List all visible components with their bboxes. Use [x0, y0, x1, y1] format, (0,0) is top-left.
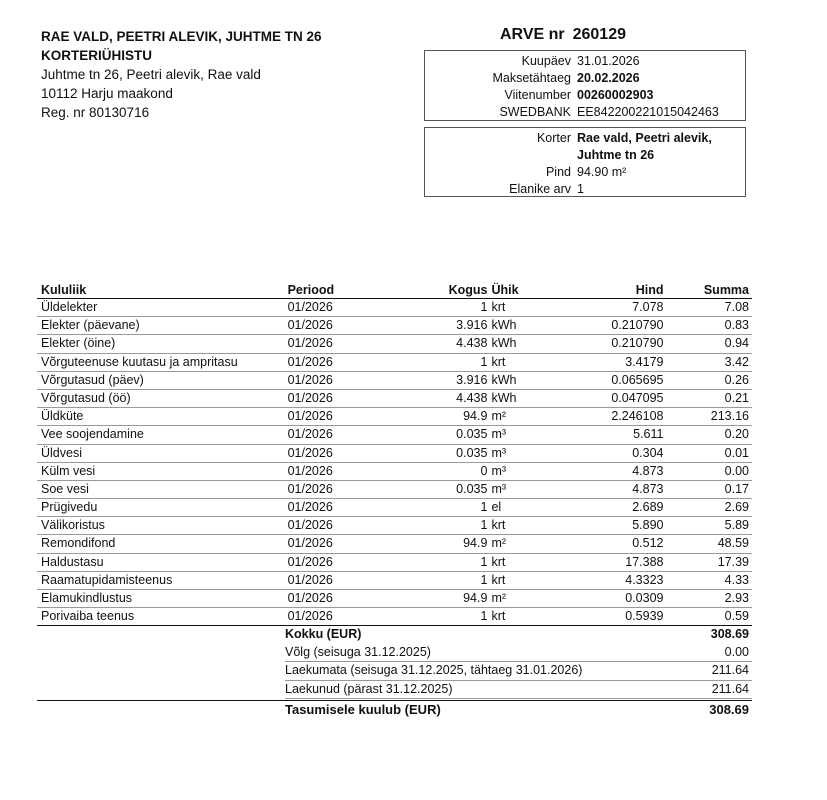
price-cell: 0.210790: [611, 336, 664, 351]
amount-cell: 2.69: [724, 500, 749, 515]
invoice-detail-row: [425, 53, 745, 70]
unit-cell: m²: [491, 591, 507, 605]
invoice-detail-row: [425, 70, 745, 87]
table-row: [37, 335, 752, 353]
table-row: [37, 299, 752, 317]
amount-cell: 0.00: [724, 463, 749, 478]
unit-cell: krt: [491, 354, 506, 369]
summary-line-value: 211.64: [711, 681, 749, 696]
table-row: [37, 317, 752, 335]
item-name-cell: Üldelekter: [41, 300, 98, 314]
amount-cell: 3.42: [724, 354, 749, 369]
amount-cell: 0.59: [724, 609, 749, 624]
amount-cell: 0.83: [724, 318, 749, 333]
table-row: [37, 572, 752, 590]
item-name-cell: Üldvesi: [41, 445, 82, 460]
summary-line: [285, 681, 752, 699]
item-name-cell: Elamukindlustus: [41, 591, 133, 605]
quantity-cell: 0.035: [456, 445, 488, 460]
amount-cell: 7.08: [724, 300, 749, 314]
unit-cell: m²: [491, 536, 507, 551]
invoice-detail-value: 31.01.2026: [577, 54, 640, 68]
item-name-cell: Remondifond: [41, 536, 116, 551]
period-cell: 01/2026: [287, 518, 333, 533]
header-kogus: Kogus: [448, 283, 488, 297]
table-header-row: [37, 282, 752, 299]
price-cell: 0.047095: [611, 390, 664, 405]
unit-cell: krt: [491, 518, 506, 533]
period-cell: 01/2026: [287, 591, 333, 605]
payable-value: 308.69: [709, 701, 749, 717]
org-address-line1: Juhtme tn 26, Peetri alevik, Rae vald: [41, 67, 261, 82]
table-row: [37, 608, 752, 625]
unit-cell: kWh: [491, 318, 517, 333]
quantity-cell: 94.9: [463, 536, 488, 551]
summary-lines: [37, 644, 752, 699]
quantity-cell: 1: [480, 518, 488, 533]
table-row: [37, 354, 752, 372]
table-row: [37, 554, 752, 572]
invoice-details-box: [424, 50, 746, 121]
price-cell: 0.065695: [611, 372, 664, 387]
quantity-cell: 1: [480, 609, 488, 624]
apartment-details-box: [424, 127, 746, 197]
invoice-detail-row: [425, 104, 745, 121]
quantity-cell: 4.438: [456, 336, 488, 351]
apartment-detail-value: 94.90 m²: [577, 165, 627, 179]
quantity-cell: 94.9: [463, 591, 488, 605]
org-name-line2: KORTERIÜHISTU: [41, 48, 152, 63]
quantity-cell: 0.035: [456, 427, 488, 442]
unit-cell: m³: [491, 481, 507, 496]
item-name-cell: Porivaiba teenus: [41, 609, 135, 624]
period-cell: 01/2026: [287, 409, 333, 424]
price-cell: 17.388: [625, 554, 664, 569]
item-name-cell: Elekter (päevane): [41, 318, 140, 333]
invoice-detail-label: SWEDBANK: [499, 105, 571, 119]
period-cell: 01/2026: [287, 336, 333, 351]
period-cell: 01/2026: [287, 427, 333, 442]
summary-line-value: 0.00: [724, 644, 749, 659]
price-cell: 5.611: [633, 427, 664, 442]
amount-cell: 213.16: [710, 409, 749, 424]
quantity-cell: 1: [480, 300, 488, 314]
price-cell: 0.512: [632, 536, 664, 551]
amount-cell: 0.21: [724, 390, 749, 405]
price-cell: 2.689: [632, 500, 664, 515]
header-uhik: Ühik: [491, 283, 519, 297]
apartment-detail-label: Elanike arv: [509, 182, 571, 196]
quantity-cell: 4.438: [456, 390, 488, 405]
item-name-cell: Soe vesi: [41, 481, 89, 496]
apartment-detail-label: [425, 147, 577, 164]
price-cell: 3.4179: [625, 354, 664, 369]
apartment-detail-row: [425, 164, 745, 181]
table-row: [37, 517, 752, 535]
period-cell: 01/2026: [287, 536, 333, 551]
unit-cell: m³: [491, 445, 507, 460]
table-row: [37, 590, 752, 608]
org-address-line2: 10112 Harju maakond: [41, 86, 173, 101]
price-cell: 5.890: [632, 518, 664, 533]
item-name-cell: Elekter (öine): [41, 336, 116, 351]
header-periood: Periood: [287, 283, 335, 297]
item-name-cell: Prügivedu: [41, 500, 98, 515]
charges-table: [37, 282, 752, 719]
amount-cell: 48.59: [717, 536, 749, 551]
unit-cell: krt: [491, 572, 506, 587]
unit-cell: kWh: [491, 336, 517, 351]
summary-line: [285, 662, 752, 680]
price-cell: 7.078: [632, 300, 664, 314]
apartment-detail-label: Korter: [536, 131, 571, 145]
item-name-cell: Võrgutasud (päev): [41, 372, 144, 387]
invoice-detail-value: EE842200221015042463: [577, 105, 719, 119]
unit-cell: kWh: [491, 372, 517, 387]
amount-cell: 0.01: [724, 445, 749, 460]
total-value: 308.69: [710, 627, 749, 642]
price-cell: 2.246108: [611, 409, 664, 424]
apartment-detail-row: [425, 130, 745, 147]
quantity-cell: 1: [480, 554, 488, 569]
period-cell: 01/2026: [287, 609, 333, 624]
table-row: [37, 481, 752, 499]
item-name-cell: Haldustasu: [41, 554, 104, 569]
amount-cell: 4.33: [724, 572, 749, 587]
apartment-detail-label: Pind: [545, 165, 571, 179]
quantity-cell: 0.035: [456, 481, 488, 496]
invoice-detail-label: Maksetähtaeg: [492, 71, 571, 85]
price-cell: 0.0309: [625, 591, 664, 605]
unit-cell: m²: [491, 409, 507, 424]
quantity-cell: 1: [480, 354, 488, 369]
total-label: Kokku (EUR): [285, 627, 362, 642]
price-cell: 4.873: [632, 481, 664, 496]
item-name-cell: Võrgutasud (öö): [41, 390, 131, 405]
price-cell: 0.5939: [625, 609, 664, 624]
table-row: [37, 463, 752, 481]
table-row: [37, 426, 752, 444]
item-name-cell: Vee soojendamine: [41, 427, 144, 442]
period-cell: 01/2026: [287, 300, 333, 314]
total-row: [37, 625, 752, 643]
table-row: [37, 535, 752, 553]
amount-cell: 0.20: [724, 427, 749, 442]
price-cell: 4.3323: [625, 572, 664, 587]
unit-cell: m³: [491, 463, 507, 478]
invoice-title-label: ARVE nr: [500, 26, 565, 43]
summary-line-label: Võlg (seisuga 31.12.2025): [285, 644, 431, 659]
item-name-cell: Üldküte: [41, 409, 84, 424]
invoice-detail-value: 00260002903: [577, 88, 654, 102]
invoice-detail-label: Viitenumber: [504, 88, 571, 102]
summary-line-value: 211.64: [711, 663, 749, 678]
quantity-cell: 3.916: [456, 372, 488, 387]
summary-line-label: Laekumata (seisuga 31.12.2025, tähtaeg 31.01.2026): [285, 663, 583, 678]
price-cell: 0.304: [632, 445, 664, 460]
header-summa: Summa: [703, 283, 749, 297]
period-cell: 01/2026: [287, 463, 333, 478]
period-cell: 01/2026: [287, 390, 333, 405]
quantity-cell: 0: [480, 463, 488, 478]
period-cell: 01/2026: [287, 318, 333, 333]
item-name-cell: Külm vesi: [41, 463, 96, 478]
org-name-line1: RAE VALD, PEETRI ALEVIK, JUHTME TN 26: [41, 29, 322, 44]
price-cell: 4.873: [632, 463, 664, 478]
apartment-detail-row: [425, 147, 745, 164]
amount-cell: 17.39: [717, 554, 749, 569]
item-name-cell: Võrguteenuse kuutasu ja ampritasu: [41, 354, 238, 369]
payable-row: [37, 700, 752, 719]
summary-block: [37, 625, 752, 719]
quantity-cell: 1: [480, 500, 488, 515]
org-regnr: Reg. nr 80130716: [41, 105, 150, 120]
summary-line: [285, 644, 752, 662]
table-row: [37, 499, 752, 517]
amount-cell: 0.26: [724, 372, 749, 387]
period-cell: 01/2026: [287, 481, 333, 496]
summary-line-label: Laekunud (pärast 31.12.2025): [285, 681, 453, 696]
item-name-cell: Välikoristus: [41, 518, 105, 533]
unit-cell: krt: [491, 300, 506, 314]
table-row: [37, 445, 752, 463]
amount-cell: 0.94: [724, 336, 749, 351]
payable-label: Tasumisele kuulub (EUR): [285, 701, 441, 717]
table-row: [37, 408, 752, 426]
period-cell: 01/2026: [287, 500, 333, 515]
price-cell: 0.210790: [611, 318, 664, 333]
amount-cell: 2.93: [724, 591, 749, 605]
invoice-detail-row: [425, 87, 745, 104]
header-kululiik: Kululiik: [41, 283, 87, 297]
apartment-detail-value: Juhtme tn 26: [577, 148, 655, 162]
invoice-detail-value: 20.02.2026: [577, 71, 640, 85]
unit-cell: m³: [491, 427, 507, 442]
period-cell: 01/2026: [287, 554, 333, 569]
quantity-cell: 94.9: [463, 409, 488, 424]
unit-cell: krt: [491, 554, 506, 569]
amount-cell: 0.17: [724, 481, 749, 496]
table-row: [37, 390, 752, 408]
period-cell: 01/2026: [287, 354, 333, 369]
apartment-detail-value: 1: [577, 182, 584, 196]
quantity-cell: 3.916: [456, 318, 488, 333]
apartment-detail-row: [425, 181, 745, 198]
item-name-cell: Raamatupidamisteenus: [41, 572, 173, 587]
period-cell: 01/2026: [287, 372, 333, 387]
organization-block: [41, 27, 322, 122]
invoice-title: [500, 26, 626, 44]
period-cell: 01/2026: [287, 445, 333, 460]
amount-cell: 5.89: [724, 518, 749, 533]
unit-cell: kWh: [491, 390, 517, 405]
invoice-number: 260129: [572, 26, 626, 43]
invoice-detail-label: Kuupäev: [521, 54, 571, 68]
unit-cell: krt: [491, 609, 506, 624]
unit-cell: el: [491, 500, 502, 515]
table-row: [37, 372, 752, 390]
apartment-detail-value: Rae vald, Peetri alevik,: [577, 131, 712, 145]
header-hind: Hind: [635, 283, 664, 297]
table-body: [37, 299, 752, 625]
period-cell: 01/2026: [287, 572, 333, 587]
quantity-cell: 1: [480, 572, 488, 587]
